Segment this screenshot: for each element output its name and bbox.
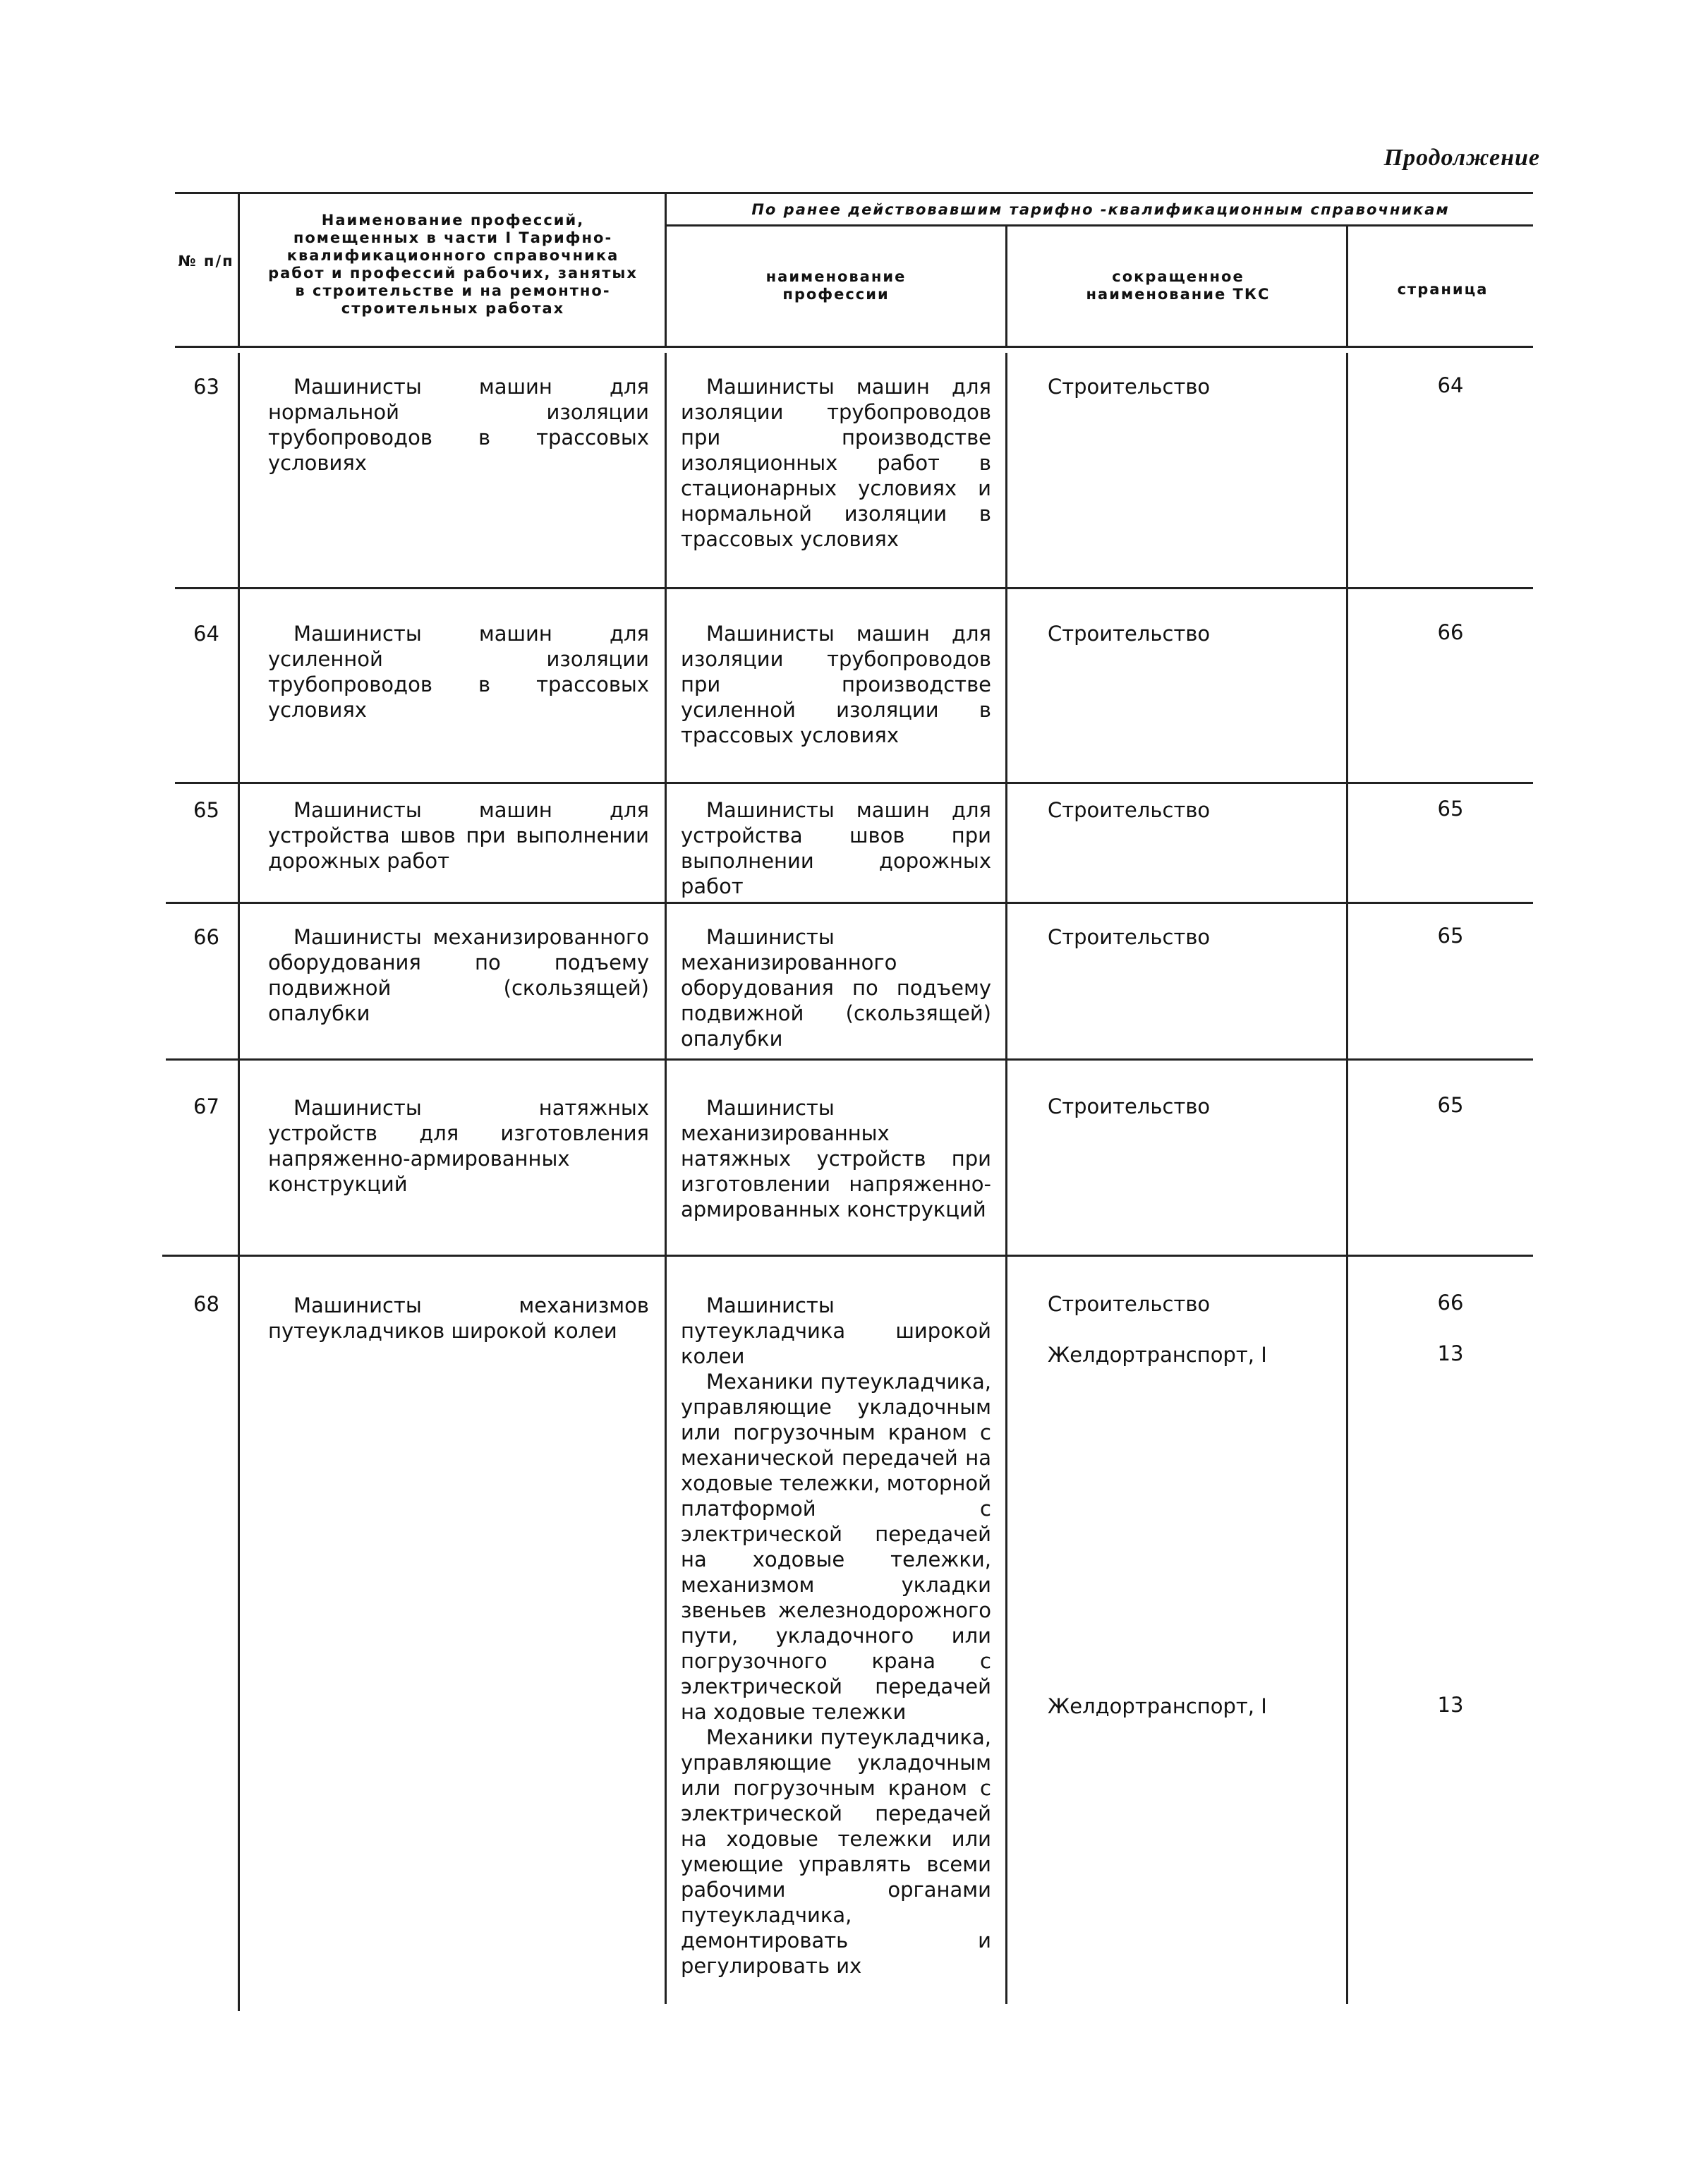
- tks-page: 65: [1437, 924, 1464, 948]
- row-number: 63: [193, 375, 219, 399]
- tks-name: Строительство: [1048, 1094, 1211, 1118]
- header-old-name: наименование профессии: [765, 268, 907, 303]
- row-number: 68: [193, 1292, 219, 1316]
- header-bottom-rule: [175, 346, 1533, 348]
- header-divider-3: [1005, 227, 1007, 346]
- header-profession-name: Наименование профессий, помещенных в части I Тарифно-квалификационного справочника работ и профессий рабочих, занятых в строительстве и на ремонтно-строительных работах: [268, 212, 638, 317]
- tks-name: Желдортранспорт, I: [1048, 1694, 1267, 1718]
- header-number: № п/п: [178, 253, 234, 270]
- profession-name: Машинисты механизированного оборудования по подъему подвижной (скользящей) опалубки: [268, 925, 649, 1025]
- body-divider-2: [665, 353, 667, 2004]
- old-profession-name: Машинисты машин для изоляции трубопроводов при производстве изоляционных работ в стационарных условиях и нормальной изоляции в трассовых условиях: [681, 375, 991, 551]
- header-divider-4: [1346, 227, 1348, 346]
- row-separator: [175, 587, 1533, 589]
- tks-page: 66: [1437, 1291, 1464, 1315]
- header-page: страница: [1397, 281, 1489, 298]
- header-group-rule: [667, 224, 1533, 227]
- row-separator: [166, 1058, 1533, 1061]
- header-tks-short: сокращенное наименование ТКС: [1086, 268, 1271, 303]
- tks-name: Желдортранспорт, I: [1048, 1343, 1267, 1367]
- profession-name: Машинисты машин для устройства швов при выполнении дорожных работ: [268, 798, 649, 873]
- tks-page: 65: [1437, 1093, 1464, 1117]
- header-divider-1: [238, 194, 240, 346]
- row-number: 64: [193, 622, 219, 646]
- tks-name: Строительство: [1048, 925, 1211, 949]
- body-divider-4: [1346, 353, 1348, 2004]
- tks-page: 13: [1437, 1341, 1464, 1365]
- row-separator: [175, 782, 1533, 784]
- tks-page: 65: [1437, 797, 1464, 821]
- row-number: 67: [193, 1094, 219, 1118]
- old-profession-name: Машинисты механизированных натяжных устройств при изготовлении напряженно-армированных конструкций: [681, 1096, 991, 1221]
- tks-name: Строительство: [1048, 375, 1211, 399]
- old-profession-name: Машинисты механизированного оборудования по подъему подвижной (скользящей) опалубки: [681, 925, 991, 1051]
- tks-page: 64: [1437, 373, 1464, 397]
- body-divider-3: [1005, 353, 1007, 2004]
- tks-name: Строительство: [1048, 622, 1211, 646]
- old-profession-name: Машинисты машин для устройства швов при выполнении дорожных работ: [681, 798, 991, 898]
- row-separator: [162, 1255, 1533, 1257]
- profession-name: Машинисты натяжных устройств для изготовления напряженно-армированных конструкций: [268, 1096, 649, 1196]
- profession-name: Машинисты механизмов путеукладчиков широкой колеи: [268, 1293, 649, 1343]
- old-profession-name: Машинисты машин для изоляции трубопроводов при производстве усиленной изоляции в трассовых условиях: [681, 622, 991, 747]
- header-divider-2: [665, 194, 667, 346]
- row-separator: [166, 902, 1533, 904]
- tks-name: Строительство: [1048, 798, 1211, 822]
- body-divider-1: [238, 353, 240, 2011]
- tks-page: 13: [1437, 1693, 1464, 1717]
- tks-name: Строительство: [1048, 1292, 1211, 1316]
- profession-name: Машинисты машин для усиленной изоляции трубопроводов в трассовых условиях: [268, 622, 649, 722]
- continuation-label: Продолжение: [1383, 145, 1540, 171]
- tks-page: 66: [1437, 620, 1464, 644]
- row-number: 66: [193, 925, 219, 949]
- profession-name: Машинисты машин для нормальной изоляции трубопроводов в трассовых условиях: [268, 375, 649, 475]
- table-top-rule: [175, 192, 1533, 194]
- old-profession-name: Машинисты путеукладчика широкой колеи Механики путеукладчика, управляющие укладочным или погрузочным краном с механической передачей на ходовые тележки, моторной платформой с электрической передачей на ходовые тележки, механизмом укладки звеньев железнодорожного пути, укладочного или погрузочного крана с электрической передачей на ходовые тележки Механики путеукладчика, управляющие укладочным или погрузочным краном с электрической передачей на ходовые тележки или умеющие управлять всеми рабочими органами путеукладчика, демонтировать и регулировать их: [681, 1293, 991, 1978]
- header-group-title: По ранее действовавшим тарифно -квалификационным справочникам: [751, 201, 1450, 218]
- row-number: 65: [193, 798, 219, 822]
